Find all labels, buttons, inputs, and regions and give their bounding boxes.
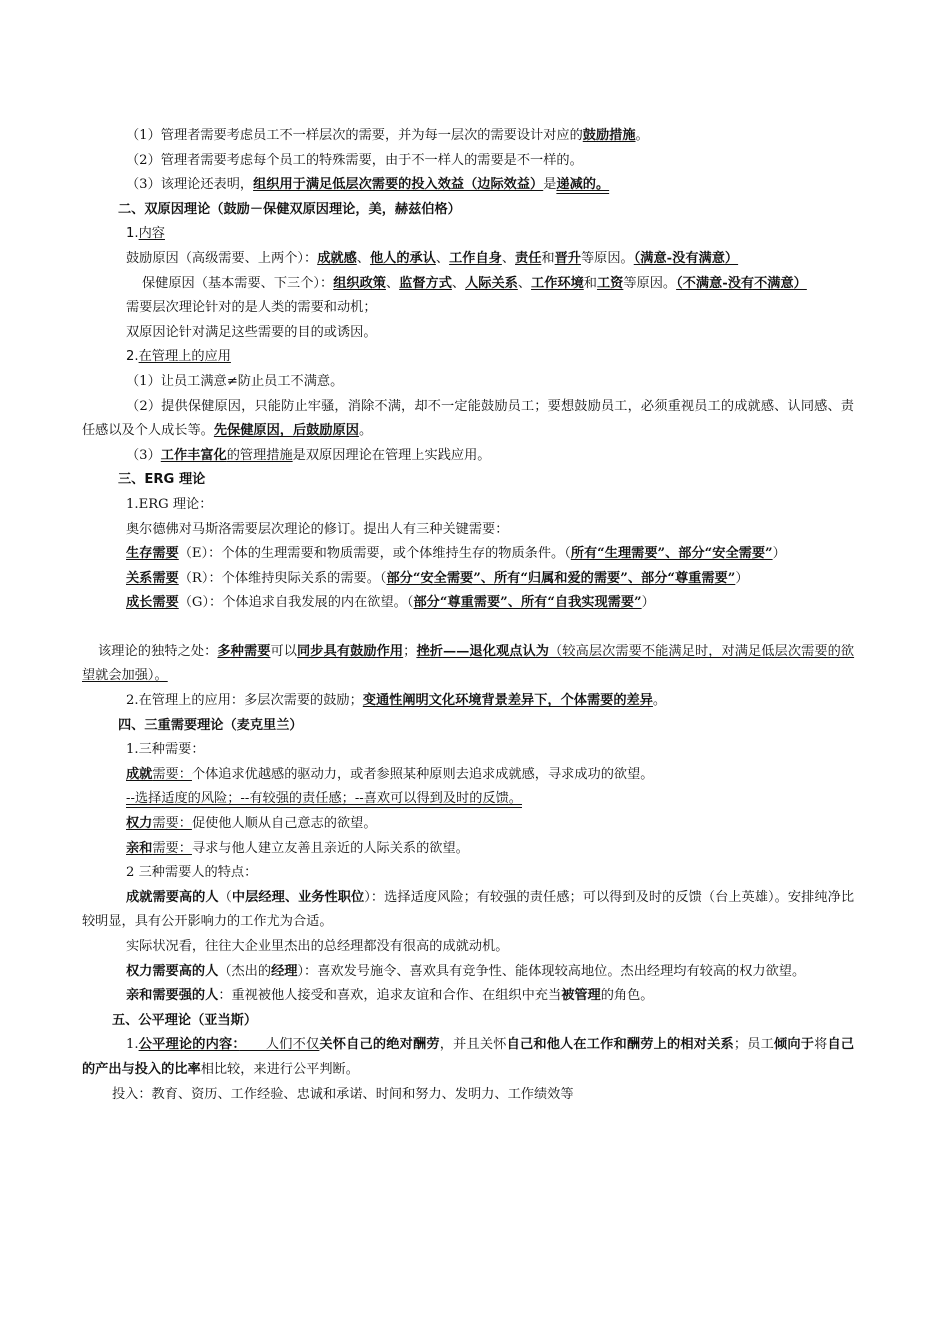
text: 部分“尊重需要”、所有“自我实现需要”	[413, 595, 642, 611]
text: 工作丰富化	[160, 447, 227, 463]
text: 奥尔德佛对马斯洛需要层次理论的修订。提出人有三种关键需要：	[126, 521, 509, 537]
text: 的管理措施	[226, 447, 293, 463]
subheading	[98, 345, 854, 370]
text: 自己的产出与投入的比率	[82, 1037, 855, 1077]
text: 等原因。	[623, 275, 677, 291]
text: 、	[451, 275, 466, 291]
text: 将	[814, 1037, 828, 1053]
paragraph	[72, 640, 854, 689]
text: 成就	[126, 766, 153, 782]
paragraph	[98, 149, 854, 174]
text: 关系需要	[126, 570, 179, 586]
spacer	[98, 616, 854, 640]
text: 组织用于满足低层次需要的投入效益（边际效益）	[253, 177, 544, 193]
text: （E）：个体的生理需要和物质需要，或个体维持生存的物质条件。（	[178, 546, 571, 562]
text: 公平理论的内容：	[138, 1037, 240, 1053]
paragraph	[82, 272, 854, 297]
text: 该理论的独特之处：	[98, 643, 218, 659]
text: ：重视被他人接受和喜欢，追求友谊和合作、在组织中充当	[218, 988, 562, 1004]
paragraph	[98, 861, 854, 886]
text: 工资	[596, 275, 624, 291]
text: 关怀自己的绝对酬劳	[319, 1037, 440, 1053]
text: （	[218, 889, 232, 905]
text: ）	[735, 570, 749, 586]
section-heading: 四、三重需要理论（麦克里兰）	[118, 717, 303, 733]
text: 1.	[126, 226, 139, 242]
text: 组织政策	[333, 275, 386, 291]
text: ；	[403, 643, 417, 659]
section-heading: 五、公平理论（亚当斯）	[112, 1012, 258, 1028]
paragraph	[82, 886, 854, 935]
text: （2）管理者需要考虑每个员工的特殊需要，由于不一样人的需要是不一样的。	[126, 152, 583, 168]
text: 、	[385, 275, 400, 291]
paragraph	[98, 518, 854, 543]
text: 可以	[270, 643, 298, 659]
text: （R）：个体维持臾际关系的需要。（	[178, 570, 387, 586]
text: （3）	[126, 447, 161, 463]
paragraph	[98, 984, 854, 1009]
text: 实际状况看，往往大企业里杰出的总经理都没有很高的成就动机。	[126, 939, 509, 954]
text: 同步具有鼓励作用	[297, 643, 404, 659]
paragraph	[98, 787, 854, 812]
text: 倾向于	[774, 1037, 815, 1053]
text: （较高层次需要不能满足时，对满足低层次需要的欲望就会加强）。	[82, 643, 855, 684]
text: 的角色。	[600, 988, 654, 1004]
text: 、	[501, 250, 516, 266]
text: 1.三种需要：	[126, 742, 205, 758]
text: 在管理上的应用	[138, 349, 231, 365]
paragraph	[82, 1033, 854, 1082]
text: （满意-没有满意）	[633, 250, 739, 266]
paragraph	[98, 738, 854, 763]
text: 。	[358, 423, 373, 439]
text: 部分“安全需要”、所有“归属和爱的需要”、部分“尊重需要”	[386, 570, 736, 586]
paragraph	[98, 247, 854, 272]
text: 促使他人顺从自己意志的欲望。	[191, 816, 377, 832]
text: ）：选择适度风险；有较强的责任感；可以得到及时的反馈（台上英雄）。安排纯净比较明显，具有公开影响力的工作尤为合适。	[82, 889, 855, 930]
text: 生存需要	[126, 546, 179, 562]
subheading	[98, 222, 854, 247]
text: 相比较，来进行公平判断。	[200, 1061, 359, 1077]
text: 经理	[271, 963, 298, 979]
text: 个体追求优越感的驱动力，或者参照某种原则去追求成就感，寻求成功的欲望。	[191, 766, 654, 782]
text: 2.在管理上的应用：多层次需要的鼓励；	[126, 693, 363, 709]
text: 工作环境	[531, 275, 584, 291]
text: 权力	[126, 816, 153, 832]
text: 被管理	[561, 988, 601, 1004]
text: 自己和他人在工作和酬劳上的相对关系	[506, 1037, 734, 1053]
text: 他人的承认	[369, 250, 436, 266]
paragraph	[98, 689, 854, 714]
section-heading: 二、双原因理论（鼓励－保健双原因理论，美，赫兹伯格）	[118, 201, 461, 217]
text: 。	[635, 128, 649, 143]
text: 双原因论针对满足这些需要的目的或诱因。	[126, 324, 377, 340]
text: 、	[517, 275, 532, 291]
text: 人际关系	[465, 275, 518, 291]
text: 需要层次理论针对的是人类的需要和动机；	[126, 300, 377, 316]
text: （1）让员工满意≠防止员工不满意。	[126, 373, 344, 389]
paragraph	[98, 124, 854, 149]
text: 晋升	[554, 250, 581, 266]
paragraph	[82, 395, 854, 444]
text: 、	[356, 250, 370, 266]
text: 权力需要高的人	[126, 963, 219, 979]
text: 人们不仅	[239, 1037, 320, 1053]
text: 和	[541, 250, 555, 266]
text: 是	[543, 177, 557, 193]
text: 挫折——退化观点认为	[416, 643, 550, 659]
paragraph	[98, 1083, 854, 1108]
text: 成长需要	[126, 595, 179, 611]
text: ）	[641, 595, 655, 611]
document-page	[82, 124, 855, 1107]
text: 所有“生理需要”、部分“安全需要”	[570, 546, 773, 562]
text: 鼓励原因（高级需要、上两个）：	[126, 250, 318, 266]
text: 内容	[138, 226, 165, 242]
text: 鼓励措施	[582, 128, 636, 143]
text: 成就感	[317, 250, 357, 266]
paragraph	[98, 321, 854, 346]
text: 投入：教育、资历、工作经验、忠诚和承诺、时间和努力、发明力、工作绩效等	[112, 1086, 574, 1102]
text: 亲和	[126, 840, 153, 856]
text: ）	[772, 546, 786, 562]
paragraph	[98, 591, 854, 616]
paragraph	[98, 837, 854, 862]
text: 1.	[126, 1037, 139, 1053]
text: ，并且关怀	[439, 1037, 507, 1053]
text: （杰出的	[218, 963, 272, 979]
text: 先保健原因，后鼓励原因	[213, 423, 359, 439]
paragraph	[98, 493, 854, 518]
text: 2.	[126, 349, 139, 365]
section-heading: 三、ERG 理论	[118, 472, 206, 488]
text: 、	[435, 250, 450, 266]
text: --选择适度的风险；--有较强的责任感；--喜欢可以得到及时的反馈。	[126, 791, 522, 807]
text: 需要：	[152, 766, 192, 782]
text: 成就需要高的人	[126, 889, 219, 905]
text: （G）：个体追求自我发展的内在欲望。（	[178, 595, 414, 611]
text: 多种需要	[217, 643, 271, 659]
text: 监督方式	[399, 275, 452, 291]
text: 递减的。	[556, 177, 610, 193]
text: ；员工	[733, 1037, 774, 1053]
text: 亲和需要强的人	[126, 988, 219, 1004]
paragraph	[98, 812, 854, 837]
text: 责任	[515, 250, 542, 266]
text: （不满意-没有不满意）	[676, 275, 807, 291]
paragraph	[82, 542, 854, 567]
text: 等原因。	[580, 250, 634, 266]
text: 中层经理、业务性职位	[231, 889, 365, 905]
text: （2）提供保健原因，只能防止牢骚，消除不满，却不一定能鼓励员工；要想鼓励员工，必须重视员工的成就感、认同感、责任感以及个人成长等。	[82, 398, 854, 439]
text: 需要：	[152, 816, 192, 832]
text: 工作自身	[449, 250, 502, 266]
text: 保健原因（基本需要、下三个）：	[142, 275, 334, 291]
text: （3）该理论还表明，	[126, 177, 254, 193]
text: 2 三种需要人的特点：	[126, 865, 258, 881]
text: ）：喜欢发号施令、喜欢具有竞争性、能体现较高地位。杰出经理均有较高的权力欲望。	[297, 963, 806, 979]
text: 变通性阐明文化环境背景差异下，个体需要的差异	[362, 693, 653, 709]
paragraph	[82, 567, 854, 592]
paragraph	[98, 935, 854, 960]
paragraph	[98, 370, 854, 395]
text: 和	[583, 275, 597, 291]
text: （1）管理者需要考虑员工不一样层次的需要，并为每一层次的需要设计对应的	[126, 128, 583, 143]
paragraph	[98, 173, 854, 198]
text: 是双原因理论在管理上实践应用。	[292, 447, 491, 463]
paragraph	[98, 763, 854, 788]
paragraph	[82, 960, 854, 985]
text: 。	[652, 693, 667, 709]
paragraph	[98, 296, 854, 321]
text: 寻求与他人建立友善且亲近的人际关系的欲望。	[191, 840, 469, 856]
text: 需要：	[152, 840, 192, 856]
paragraph	[98, 444, 854, 469]
text: 1.ERG 理论：	[126, 496, 213, 512]
